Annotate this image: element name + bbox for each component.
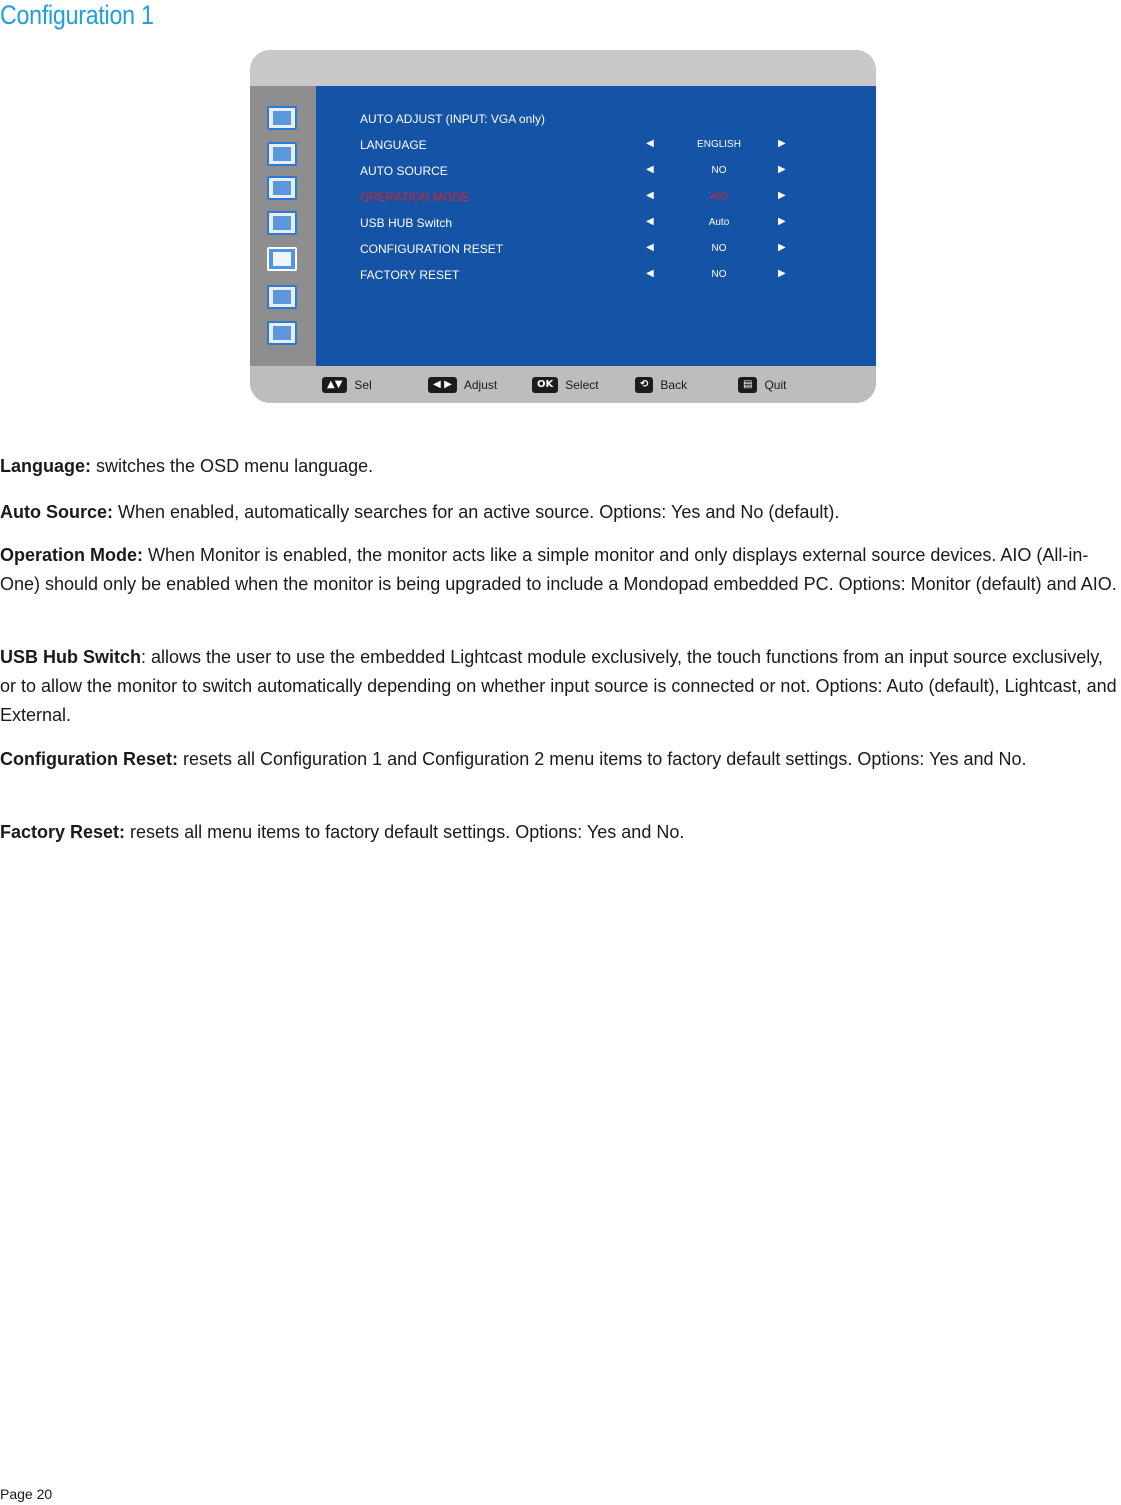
image-settings-icon[interactable]: [267, 211, 297, 235]
osd-sidebar: [250, 86, 316, 366]
hint-label: Back: [660, 377, 688, 392]
arrow-right-icon[interactable]: ▶: [778, 164, 786, 175]
hint-label: Select: [565, 377, 599, 392]
menu-item-configuration-reset[interactable]: [360, 242, 790, 258]
arrow-left-icon[interactable]: ◀: [646, 164, 654, 175]
description-term: Auto Source:: [0, 502, 114, 522]
menu-item-label: USB HUB Switch: [360, 216, 453, 230]
left-right-key-icon: ◀ ▶: [428, 377, 457, 393]
menu-item-language[interactable]: [360, 138, 790, 154]
menu-item-label: FACTORY RESET: [360, 268, 460, 282]
arrow-right-icon[interactable]: ▶: [778, 190, 786, 201]
arrow-left-icon[interactable]: ◀: [646, 190, 654, 201]
menu-item-auto-adjust[interactable]: [360, 112, 790, 128]
hint-back: [635, 376, 687, 394]
ok-key-icon: OK: [532, 377, 558, 393]
description-term: Factory Reset:: [0, 822, 126, 842]
screen-icon[interactable]: [267, 142, 297, 166]
osd-top-band: [250, 50, 876, 86]
back-key-icon: ⟲: [635, 377, 653, 393]
arrow-left-icon[interactable]: ◀: [646, 242, 654, 253]
description-configuration-reset: [0, 745, 1121, 774]
description-auto-source: [0, 498, 1121, 527]
description-term: Language:: [0, 456, 92, 476]
hint-adjust: [428, 376, 497, 394]
menu-item-label: AUTO SOURCE: [360, 164, 448, 178]
menu-item-label: CONFIGURATION RESET: [360, 242, 504, 256]
arrow-left-icon[interactable]: ◀: [646, 138, 654, 149]
menu-item-label: LANGUAGE: [360, 138, 427, 152]
hint-label: Quit: [764, 377, 787, 392]
description-text: resets all menu items to factory default settings. Options: Yes and No.: [125, 822, 685, 842]
osd-menu-screenshot: [250, 50, 876, 403]
advanced-settings-icon[interactable]: [267, 321, 297, 345]
hint-quit: [738, 376, 786, 394]
menu-item-value: NO: [711, 165, 727, 176]
configuration-1-icon[interactable]: [267, 247, 297, 271]
arrow-left-icon[interactable]: ◀: [646, 216, 654, 227]
menu-item-value: NO: [711, 269, 727, 280]
arrow-right-icon[interactable]: ▶: [778, 242, 786, 253]
description-term: Operation Mode:: [0, 545, 143, 565]
description-operation-mode: [0, 541, 1121, 599]
hint-label: Sel: [354, 377, 372, 392]
description-language: [0, 452, 1121, 481]
arrow-left-icon[interactable]: ◀: [646, 268, 654, 279]
hint-select: [532, 376, 599, 394]
display-adjust-icon[interactable]: [267, 176, 297, 200]
page-number: Page 20: [0, 1486, 53, 1502]
menu-item-value: AIO: [710, 191, 728, 202]
configuration-2-icon[interactable]: [267, 285, 297, 309]
menu-item-label: AUTO ADJUST (INPUT: VGA only): [360, 112, 545, 126]
osd-footer-hints: [250, 366, 876, 403]
menu-item-label: OPERATION MODE: [360, 190, 470, 204]
description-usb-hub-switch: [0, 643, 1121, 730]
picture-icon[interactable]: [267, 106, 297, 130]
arrow-right-icon[interactable]: ▶: [778, 268, 786, 279]
menu-item-usb-hub-switch[interactable]: [360, 216, 790, 232]
description-text: switches the OSD menu language.: [91, 456, 374, 476]
menu-item-factory-reset[interactable]: [360, 268, 790, 284]
up-down-key-icon: ▲▼: [322, 377, 347, 393]
description-text: : allows the user to use the embedded Lightcast module exclusively, the touch functions from an input source exclusively, or to allow the monitor to switch automatically depending on whether input source is connected or not. Options: Auto (default), Lightcast, and External.: [0, 647, 1117, 725]
page-title: Configuration 1: [0, 0, 154, 30]
menu-item-auto-source[interactable]: [360, 164, 790, 180]
hint-sel: [322, 376, 372, 394]
description-factory-reset: [0, 818, 1121, 847]
description-text: resets all Configuration 1 and Configuration 2 menu items to factory default settings. Options: Yes and No.: [178, 749, 1027, 769]
menu-item-value: NO: [711, 243, 727, 254]
menu-item-operation-mode[interactable]: [360, 190, 790, 206]
arrow-right-icon[interactable]: ▶: [778, 216, 786, 227]
description-term: USB Hub Switch: [0, 647, 142, 667]
menu-key-icon: ▤: [738, 377, 757, 393]
description-text: When enabled, automatically searches for an active source. Options: Yes and No (default).: [113, 502, 840, 522]
menu-item-value: Auto: [708, 217, 730, 228]
description-text: When Monitor is enabled, the monitor acts like a simple monitor and only displays external source devices. AIO (All-in-One) should only be enabled when the monitor is being upgraded to include a Mondopad embedded PC. Options: Monitor (default) and AIO.: [0, 545, 1117, 594]
hint-label: Adjust: [463, 377, 498, 392]
menu-item-value: ENGLISH: [697, 139, 741, 150]
description-term: Configuration Reset:: [0, 749, 178, 769]
arrow-right-icon[interactable]: ▶: [778, 138, 786, 149]
